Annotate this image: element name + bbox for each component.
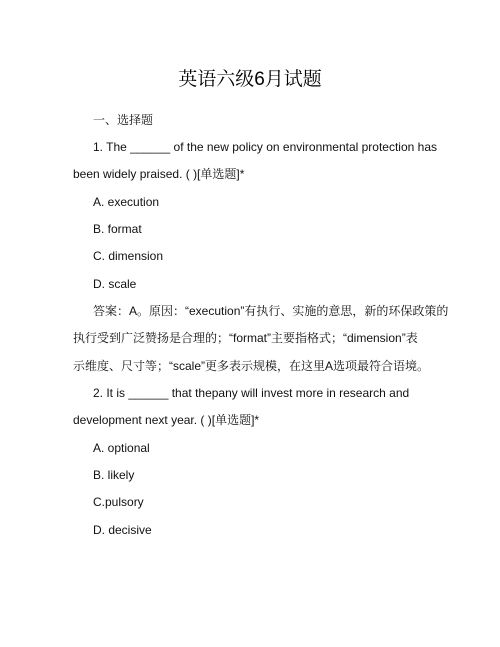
section-heading: 一、选择题	[93, 113, 154, 127]
question-1-option-c: C. dimension	[93, 249, 164, 263]
question-2-stem-line-2: development next year. ( )[单选题]*	[73, 413, 260, 427]
question-2-option-d: D. decisive	[93, 523, 152, 537]
question-1-option-d: D. scale	[93, 277, 137, 291]
answer-1-line-3: 示维度、尺寸等；“scale”更多表示规模，在这里A选项最符合语境。	[73, 359, 430, 373]
question-1-stem-line-2: been widely praised. ( )[单选题]*	[73, 167, 245, 181]
question-1-option-b: B. format	[93, 222, 142, 236]
answer-1-line-1: 答案：A。原因：“execution”有执行、实施的意思，新的环保政策的	[93, 304, 449, 318]
question-1-option-a: A. execution	[93, 195, 160, 209]
question-1-stem-line-1: 1. The ______ of the new policy on environmental protection has	[93, 140, 438, 154]
page-title: 英语六级6月试题	[178, 69, 322, 90]
question-2-option-b: B. likely	[93, 468, 135, 482]
answer-1-line-2: 执行受到广泛赞扬是合理的；“format”主要指格式；“dimension”表	[73, 331, 418, 345]
question-2-option-a: A. optional	[93, 441, 150, 455]
question-2-stem-line-1: 2. It is ______ that thepany will invest more in research and	[93, 386, 410, 400]
question-2-option-c: C.pulsory	[93, 495, 144, 509]
